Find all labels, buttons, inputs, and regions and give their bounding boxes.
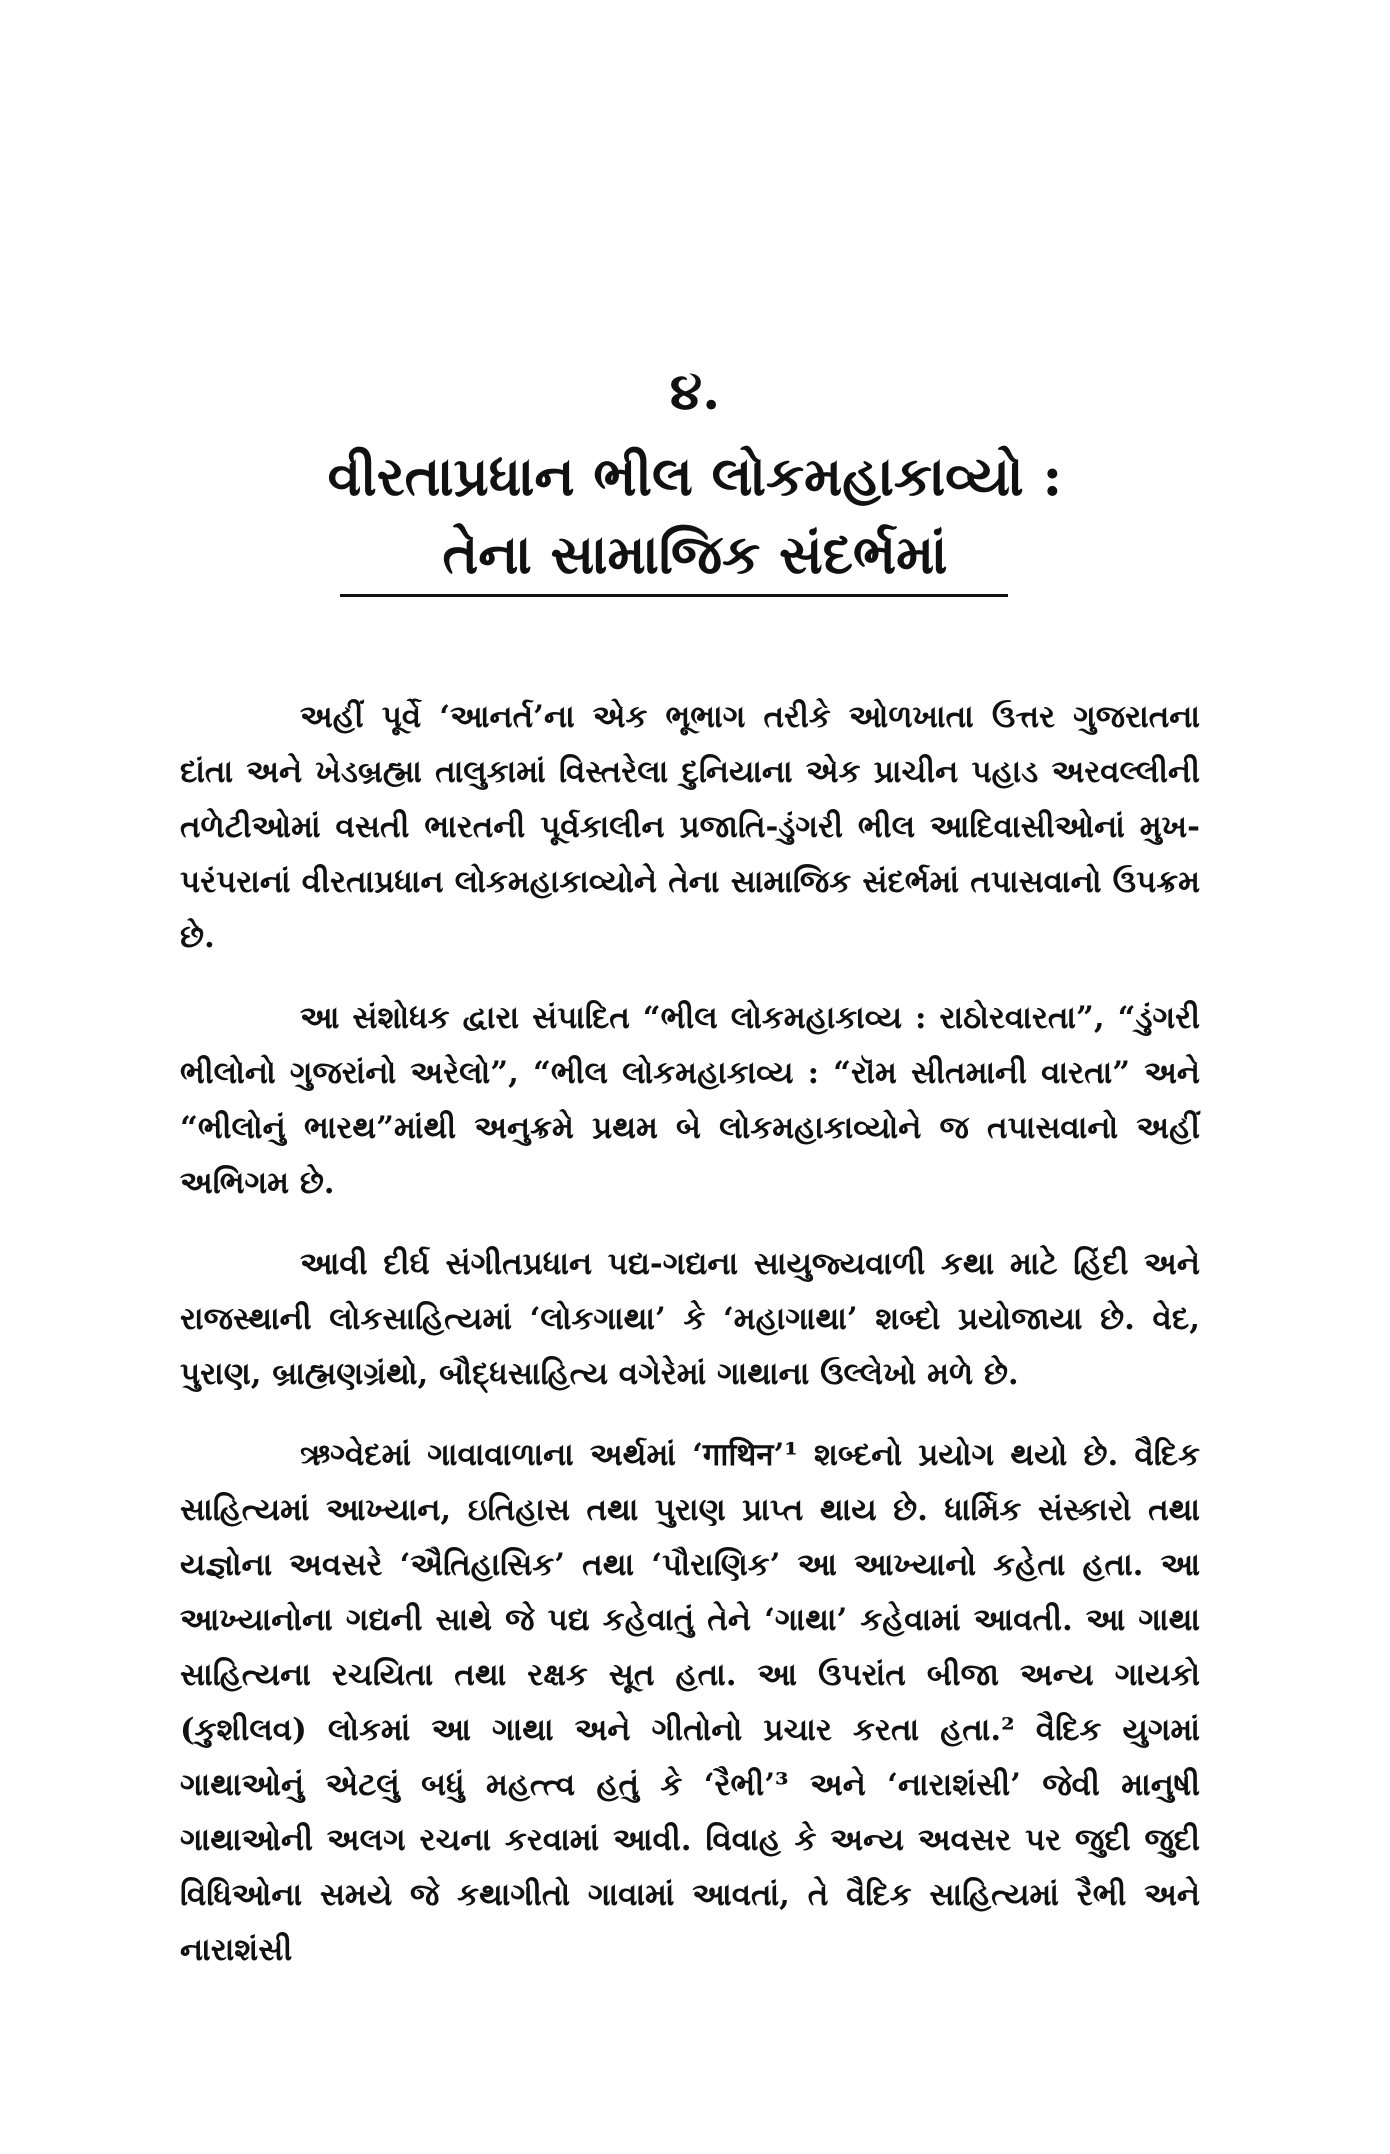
chapter-number: ૪. [669,361,721,422]
chapter-subtitle: તેના સામાજિક સંદર્ભમાં [442,522,948,586]
chapter-title: વીરતાપ્રધાન ભીલ લોકમહાકાવ્યો : [327,444,1063,508]
paragraph: અહીં પૂર્વે ‘આનર્ત’ના એક ભૂભાગ તરીકે ઓળખાતા ઉત્તર ગુજરાતના દાંતા અને ખેડબ્રહ્મા તાલુકામાં વિસ્તરેલા દુનિયાના એક પ્રાચીન પહાડ અરવલ્લીની તળેટીઓમાં વસતી ભારતની પૂર્વકાલીન પ્રજાતિ-ડુંગરી ભીલ આદિવાસીઓનાં મુખ-પરંપરાનાં વીરતાપ્રધાન લોકમહાકાવ્યોને તેના સામાજિક સંદર્ભમાં તપાસવાનો ઉપક્રમ છે. [180,699,1200,955]
paragraph: ઋગ્વેદમાં ગાવાવાળાના અર્થમાં ‘गाथिन’¹ શબ્દનો પ્રયોગ થયો છે. વૈદિક સાહિત્યમાં આખ્યાન, ઇતિહાસ તથા પુરાણ પ્રાપ્ત થાય છે. ધાર્મિક સંસ્કારો તથા યજ્ઞોના અવસરે ‘ઐતિહાસિક’ તથા ‘પૌરાણિક’ આ આખ્યાનો કહેતા હતા. આ આખ્યાનોના ગદ્યની સાથે જે પદ્ય કહેવાતું તેને ‘ગાથા’ કહેવામાં આવતી. આ ગાથા સાહિત્યના રચયિતા તથા રક્ષક સૂત હતા. આ ઉપરાંત બીજા અન્ય ગાયકો (કુશીલવ) લોકમાં આ ગાથા અને ગીતોનો પ્રચાર કરતા હતા.² વૈદિક યુગમાં ગાથાઓનું એટલું બધું મહત્ત્વ હતું કે ‘રૈભી’³ અને ‘નારાશંસી’ જેવી માનુષી ગાથાઓની અલગ રચના કરવામાં આવી. વિવાહ કે અન્ય અવસર પર જુદી જુદી વિધિઓના સમયે જે કથાગીતો ગાવામાં આવતાં, તે વૈદિક સાહિત્યમાં રૈભી અને નારાશંસી [180,1437,1200,1968]
paragraph: આવી દીર્ઘ સંગીતપ્રધાન પદ્ય-ગદ્યના સાયુજ્યવાળી કથા માટે હિંદી અને રાજસ્થાની લોકસાહિત્યમાં ‘લોકગાથા’ કે ‘મહાગાથા’ શબ્દો પ્રયોજાયા છે. વેદ, પુરાણ, બ્રાહ્મણગ્રંથો, બૌદ્ધસાહિત્ય વગેરેમાં ગાથાના ઉલ્લેખો મળે છે. [180,1246,1200,1392]
title-underline [340,594,1008,597]
paragraph: આ સંશોધક દ્વારા સંપાદિત “ભીલ લોકમહાકાવ્ય : રાઠોરવારતા”, “ડુંગરી ભીલોનો ગુજરાંનો અરેલો”, “ભીલ લોકમહાકાવ્ય : “રૉમ સીતમાની વારતા” અને “ભીલોનું ભારથ”માંથી અનુક્રમે પ્રથમ બે લોકમહાકાવ્યોને જ તપાસવાનો અહીં અભિગમ છે. [180,1000,1200,1201]
body-text [180,690,1200,2004]
